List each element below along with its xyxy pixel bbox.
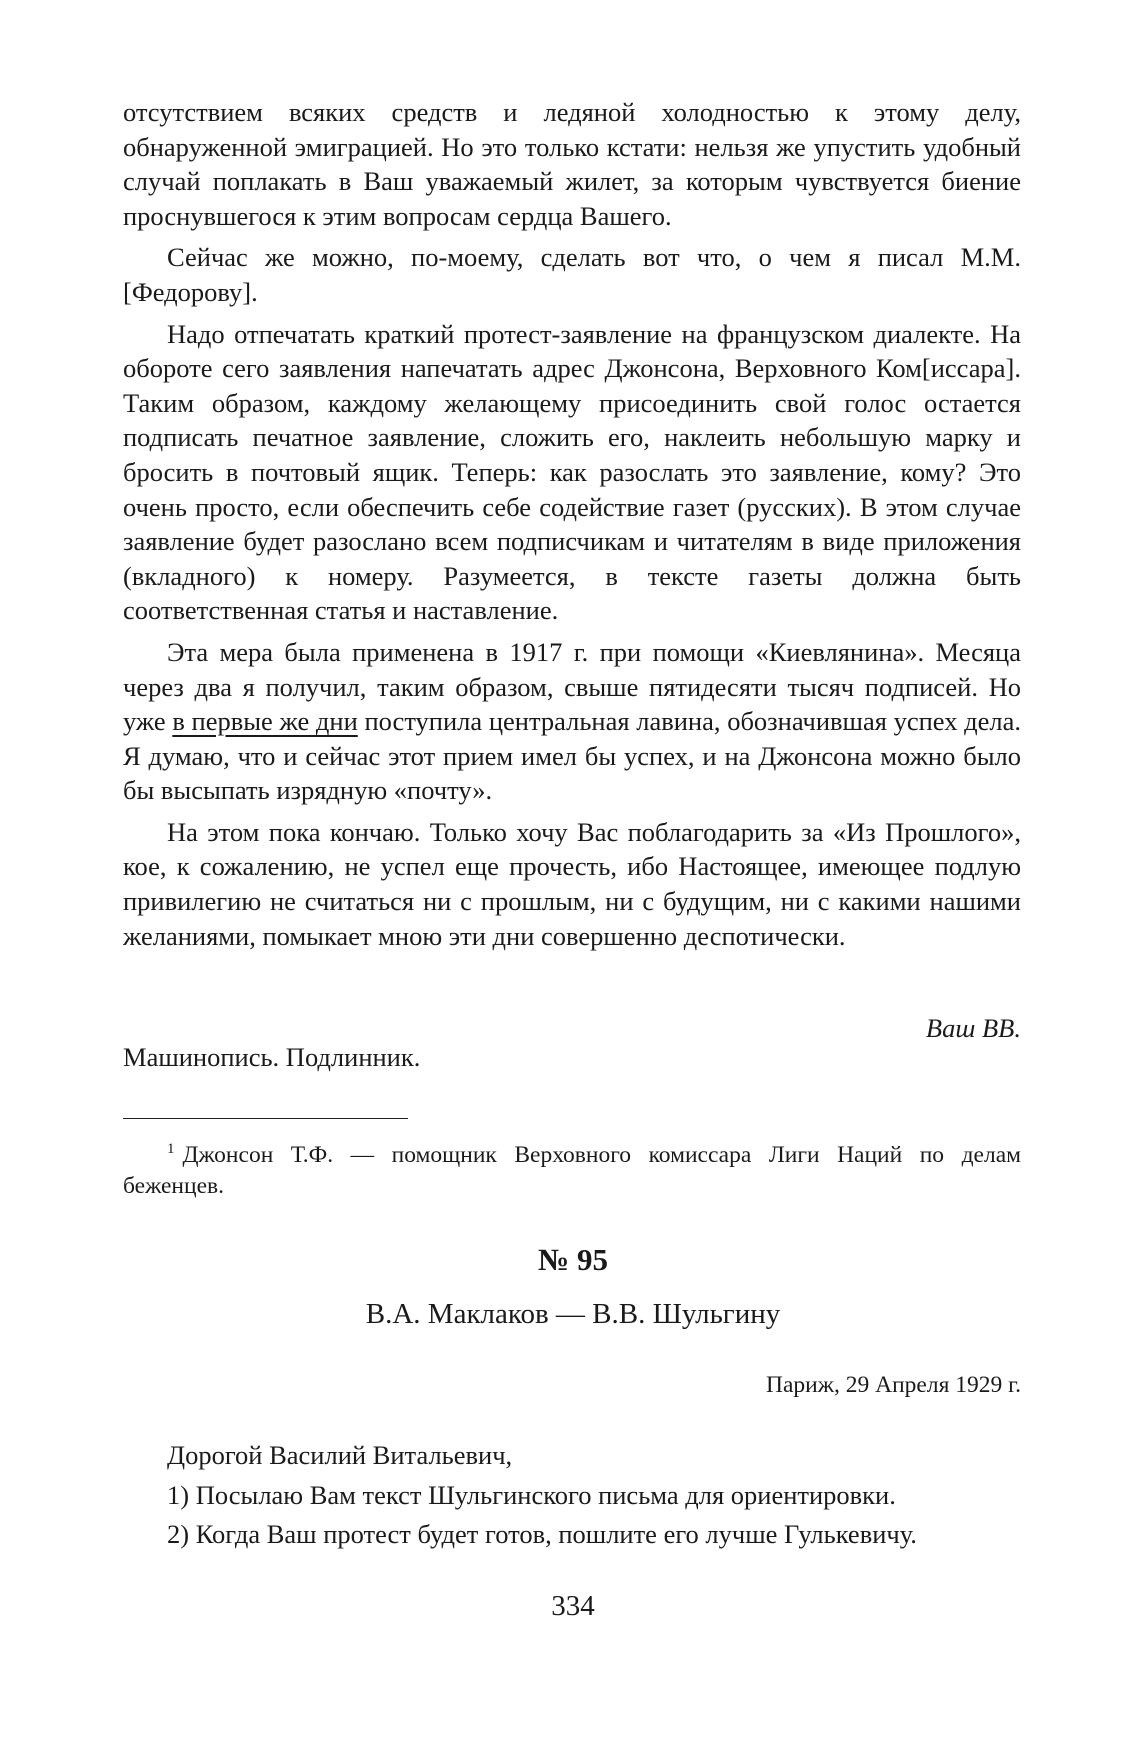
previous-letter-body — [123, 95, 1021, 953]
page-number: 334 — [551, 1590, 595, 1622]
paragraph-continued: отсутствием всяких средств и ледяной холодностью к этому делу, обнаруженной эмиграцией. Но это только кстати: нельзя же упустить удобный случай поплакать в Ваш уважаемый жилет, за которым чувствуется биение проснувшегося к этим вопросам сердца Вашего. — [123, 97, 1021, 231]
salutation: Дорогой Василий Витальевич, — [167, 1440, 513, 1470]
text-run: поступила центральная лавина, обозначившая успех дела. Я думаю, что и сейчас этот прием имел бы успех, и на Джонсона можно было бы высыпать изрядную «почту». — [123, 706, 1022, 806]
letter-item: 1) Посылаю Вам текст Шульгинского письма для ориентировки. — [167, 1479, 896, 1510]
paragraph: На этом пока кончаю. Только хочу Вас поблагодарить за «Из Прошлого», кое, к сожалению, не успел еще прочесть, ибо Настоящее, имеющее подлую привилегию не считаться ни с прошлым, ни с будущим, ни с какими нашими желаниями, помыкает мною эти дни совершенно деспотически. — [123, 816, 1021, 951]
footnote-marker: 1 — [167, 1141, 175, 1157]
letter-item: 2) Когда Ваш протест будет готов, пошлите его лучше Гулькевичу. — [167, 1519, 917, 1550]
signature: Ваш ВВ. — [925, 1013, 1021, 1043]
paragraph: Сейчас же можно, по-моему, сделать вот что, о чем я писал М.М. [Федорову]. — [123, 242, 1021, 307]
dateline: Париж, 29 Апреля 1929 г. — [766, 1372, 1021, 1398]
underlined-phrase: в первые же дни — [172, 706, 358, 737]
footnote-text: Джонсон Т.Ф. — помощник Верховного комиссара Лиги Наций по делам беженцев. — [123, 1142, 1021, 1199]
paragraph: Надо отпечатать краткий протест-заявление на французском диалекте. На обороте сего заявления напечатать адрес Джонсона, Верховного Ком[иссара]. Таким образом, каждому желающему присоединить свой голос остается подписать печатное заявление, сложить его, наклеить небольшую марку и бросить в почтовый ящик. Теперь: как разослать это заявление, кому? Это очень просто, если обеспечить себе содействие газет (русских). В этом случае заявление будет разослано всем подписчикам и читателям в виде приложения (вкладного) к номеру. Разумеется, в тексте газеты должна быть соответственная статья и наставление. — [123, 318, 1021, 626]
footnote — [123, 1140, 1021, 1202]
document-heading: В.А. Маклаков — В.В. Шульгину — [365, 1298, 781, 1330]
letter-body — [123, 1438, 1021, 1552]
source-note: Машинопись. Подлинник. — [123, 1042, 421, 1072]
text-run: Эта мера была применена в 1917 г. при помощи «Киевлянина». Месяца через два я получил, таким образом, свыше пятидесяти тысяч подписей. Но уже — [123, 636, 1021, 737]
paragraph-with-underline — [123, 635, 1021, 808]
footnote-divider — [123, 1118, 408, 1119]
document-number: № 95 — [538, 1242, 608, 1277]
